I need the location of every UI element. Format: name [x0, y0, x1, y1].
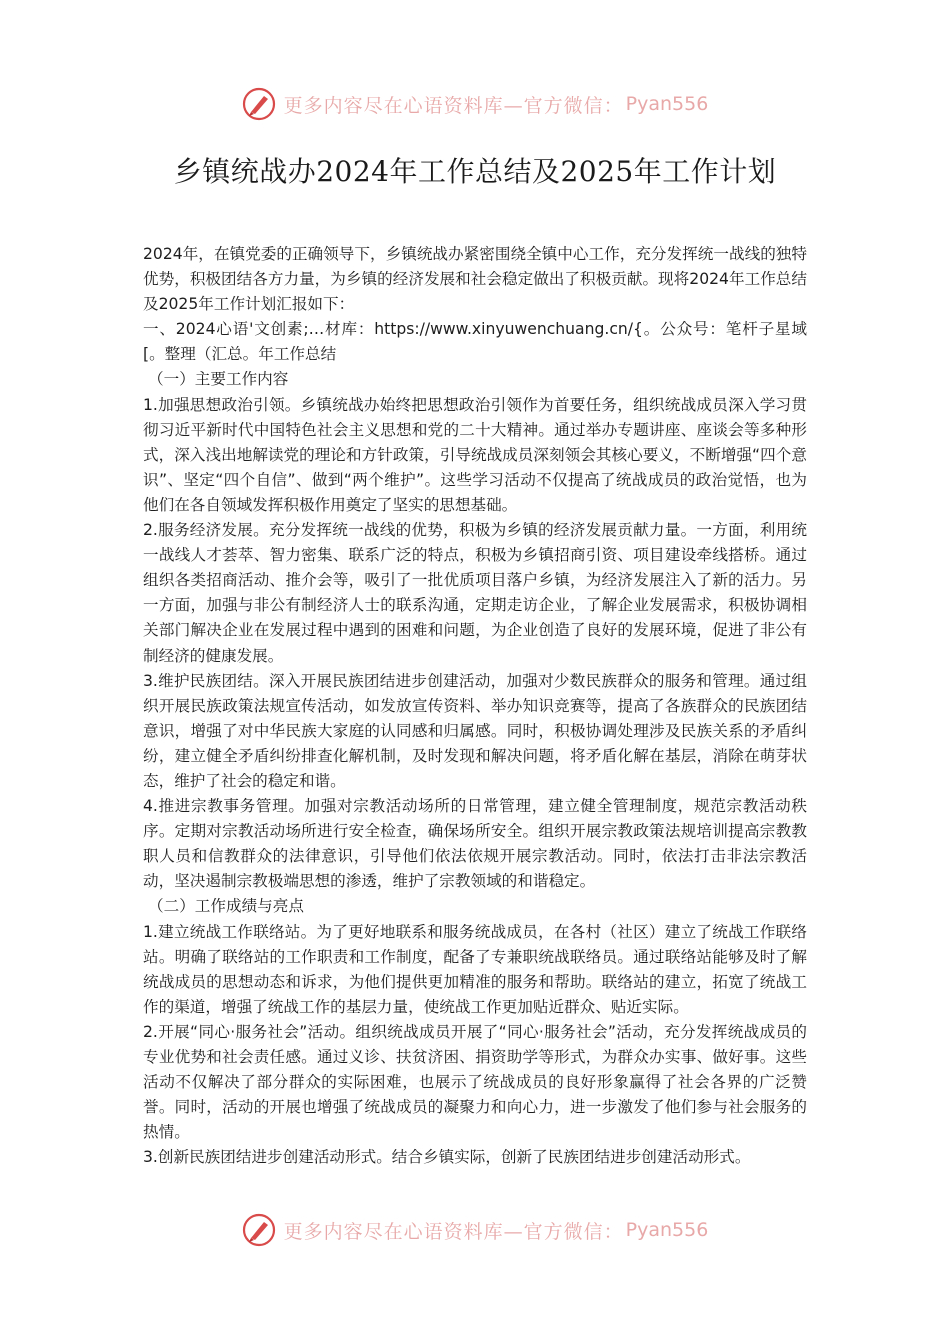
subsection-heading: （二）工作成绩与亮点 [148, 897, 304, 916]
body-paragraph: 1.建立统战工作联络站。为了更好地联系和服务统战成员，在各村（社区）建立了统战工作联络站。明确了联络站的工作职责和工作制度，配备了专兼职统战联络员。通过联络站能够及时了解统战成员的思想动态和诉求，为他们提供更加精准的服务和帮助。联络站的建立，拓宽了统战工作的渠道，增强了统战工作的基层力量，使统战工作更加贴近群众、贴近实际。 [143, 922, 807, 1016]
body-paragraph: 3.创新民族团结进步创建活动形式。结合乡镇实际，创新了民族团结进步创建活动形式。 [143, 1148, 751, 1167]
pen-logo-icon [242, 87, 276, 121]
body-paragraph: 4.推进宗教事务管理。加强对宗教活动场所的日常管理，建立健全管理制度，规范宗教活动秩序。定期对宗教活动场所进行安全检查，确保场所安全。组织开展宗教政策法规培训提高宗教教职人员和信教群众的法律意识，引导他们依法依规开展宗教活动。同时，依法打击非法宗教活动，坚决遏制宗教极端思想的渗透，维护了宗教领域的和谐稳定。 [143, 797, 807, 891]
watermark-wechat-id: Pyan556 [625, 93, 709, 115]
body-paragraph: 2.服务经济发展。充分发挥统一战线的优势，积极为乡镇的经济发展贡献力量。一方面，利用统一战线人才荟萃、智力密集、联系广泛的特点，积极为乡镇招商引资、项目建设牵线搭桥。通过组织各类招商活动、推介会等，吸引了一批优质项目落户乡镇，为经济发展注入了新的活力。另一方面，加强与非公有制经济人士的联系沟通，定期走访企业，了解企业发展需求，积极协调相关部门解决企业在发展过程中遇到的困难和问题，为企业创造了良好的发展环境，促进了非公有制经济的健康发展。 [143, 521, 807, 665]
header-watermark [0, 84, 950, 124]
watermark-wechat-id: Pyan556 [625, 1219, 709, 1241]
subsection-heading: （一）主要工作内容 [148, 370, 289, 389]
pen-logo-icon [242, 1213, 276, 1247]
document-body [143, 242, 807, 1170]
intro-paragraph: 2024年，在镇党委的正确领导下，乡镇统战办紧密围绕全镇中心工作，充分发挥统一战线的独特优势，积极团结各方力量，为乡镇的经济发展和社会稳定做出了积极贡献。现将2024年工作总结及2025年工作计划汇报如下： [143, 245, 807, 314]
section-heading: 一、2024心语'文创素;…材库：https://www.xinyuwenchuang.cn/{。公众号：笔杆子星域[。整理（汇总。年工作总结 [143, 320, 807, 364]
watermark-text: 更多内容尽在心语资料库—官方微信： [283, 94, 624, 117]
document-title: 乡镇统战办2024年工作总结及2025年工作计划 [173, 155, 777, 188]
body-paragraph: 3.维护民族团结。深入开展民族团结进步创建活动，加强对少数民族群众的服务和管理。通过组织开展民族政策法规宣传活动，如发放宣传资料、举办知识竞赛等，提高了各族群众的民族团结意识，增强了对中华民族大家庭的认同感和归属感。同时，积极协调处理涉及民族关系的矛盾纠纷，建立健全矛盾纠纷排查化解机制，及时发现和解决问题，将矛盾化解在基层，消除在萌芽状态，维护了社会的稳定和谐。 [143, 671, 807, 790]
footer-watermark [0, 1210, 950, 1250]
watermark-text: 更多内容尽在心语资料库—官方微信： [283, 1220, 624, 1243]
body-paragraph: 2.开展“同心·服务社会”活动。组织统战成员开展了“同心·服务社会”活动，充分发挥统战成员的专业优势和社会责任感。通过义诊、扶贫济困、捐资助学等形式，为群众办实事、做好事。这些活动不仅解决了部分群众的实际困难，也展示了统战成员的良好形象赢得了社会各界的广泛赞誉。同时，活动的开展也增强了统战成员的凝聚力和向心力，进一步激发了他们参与社会服务的热情。 [143, 1022, 807, 1142]
body-paragraph: 1.加强思想政治引领。乡镇统战办始终把思想政治引领作为首要任务，组织统战成员深入学习贯彻习近平新时代中国特色社会主义思想和党的二十大精神。通过举办专题讲座、座谈会等多种形式，深入浅出地解读党的理论和方针政策，引导统战成员深刻领会其核心要义，不断增强“四个意识”、坚定“四个自信”、做到“两个维护”。这些学习活动不仅提高了统战成员的政治觉悟，也为他们在各自领域发挥积极作用奠定了坚实的思想基础。 [143, 395, 807, 514]
